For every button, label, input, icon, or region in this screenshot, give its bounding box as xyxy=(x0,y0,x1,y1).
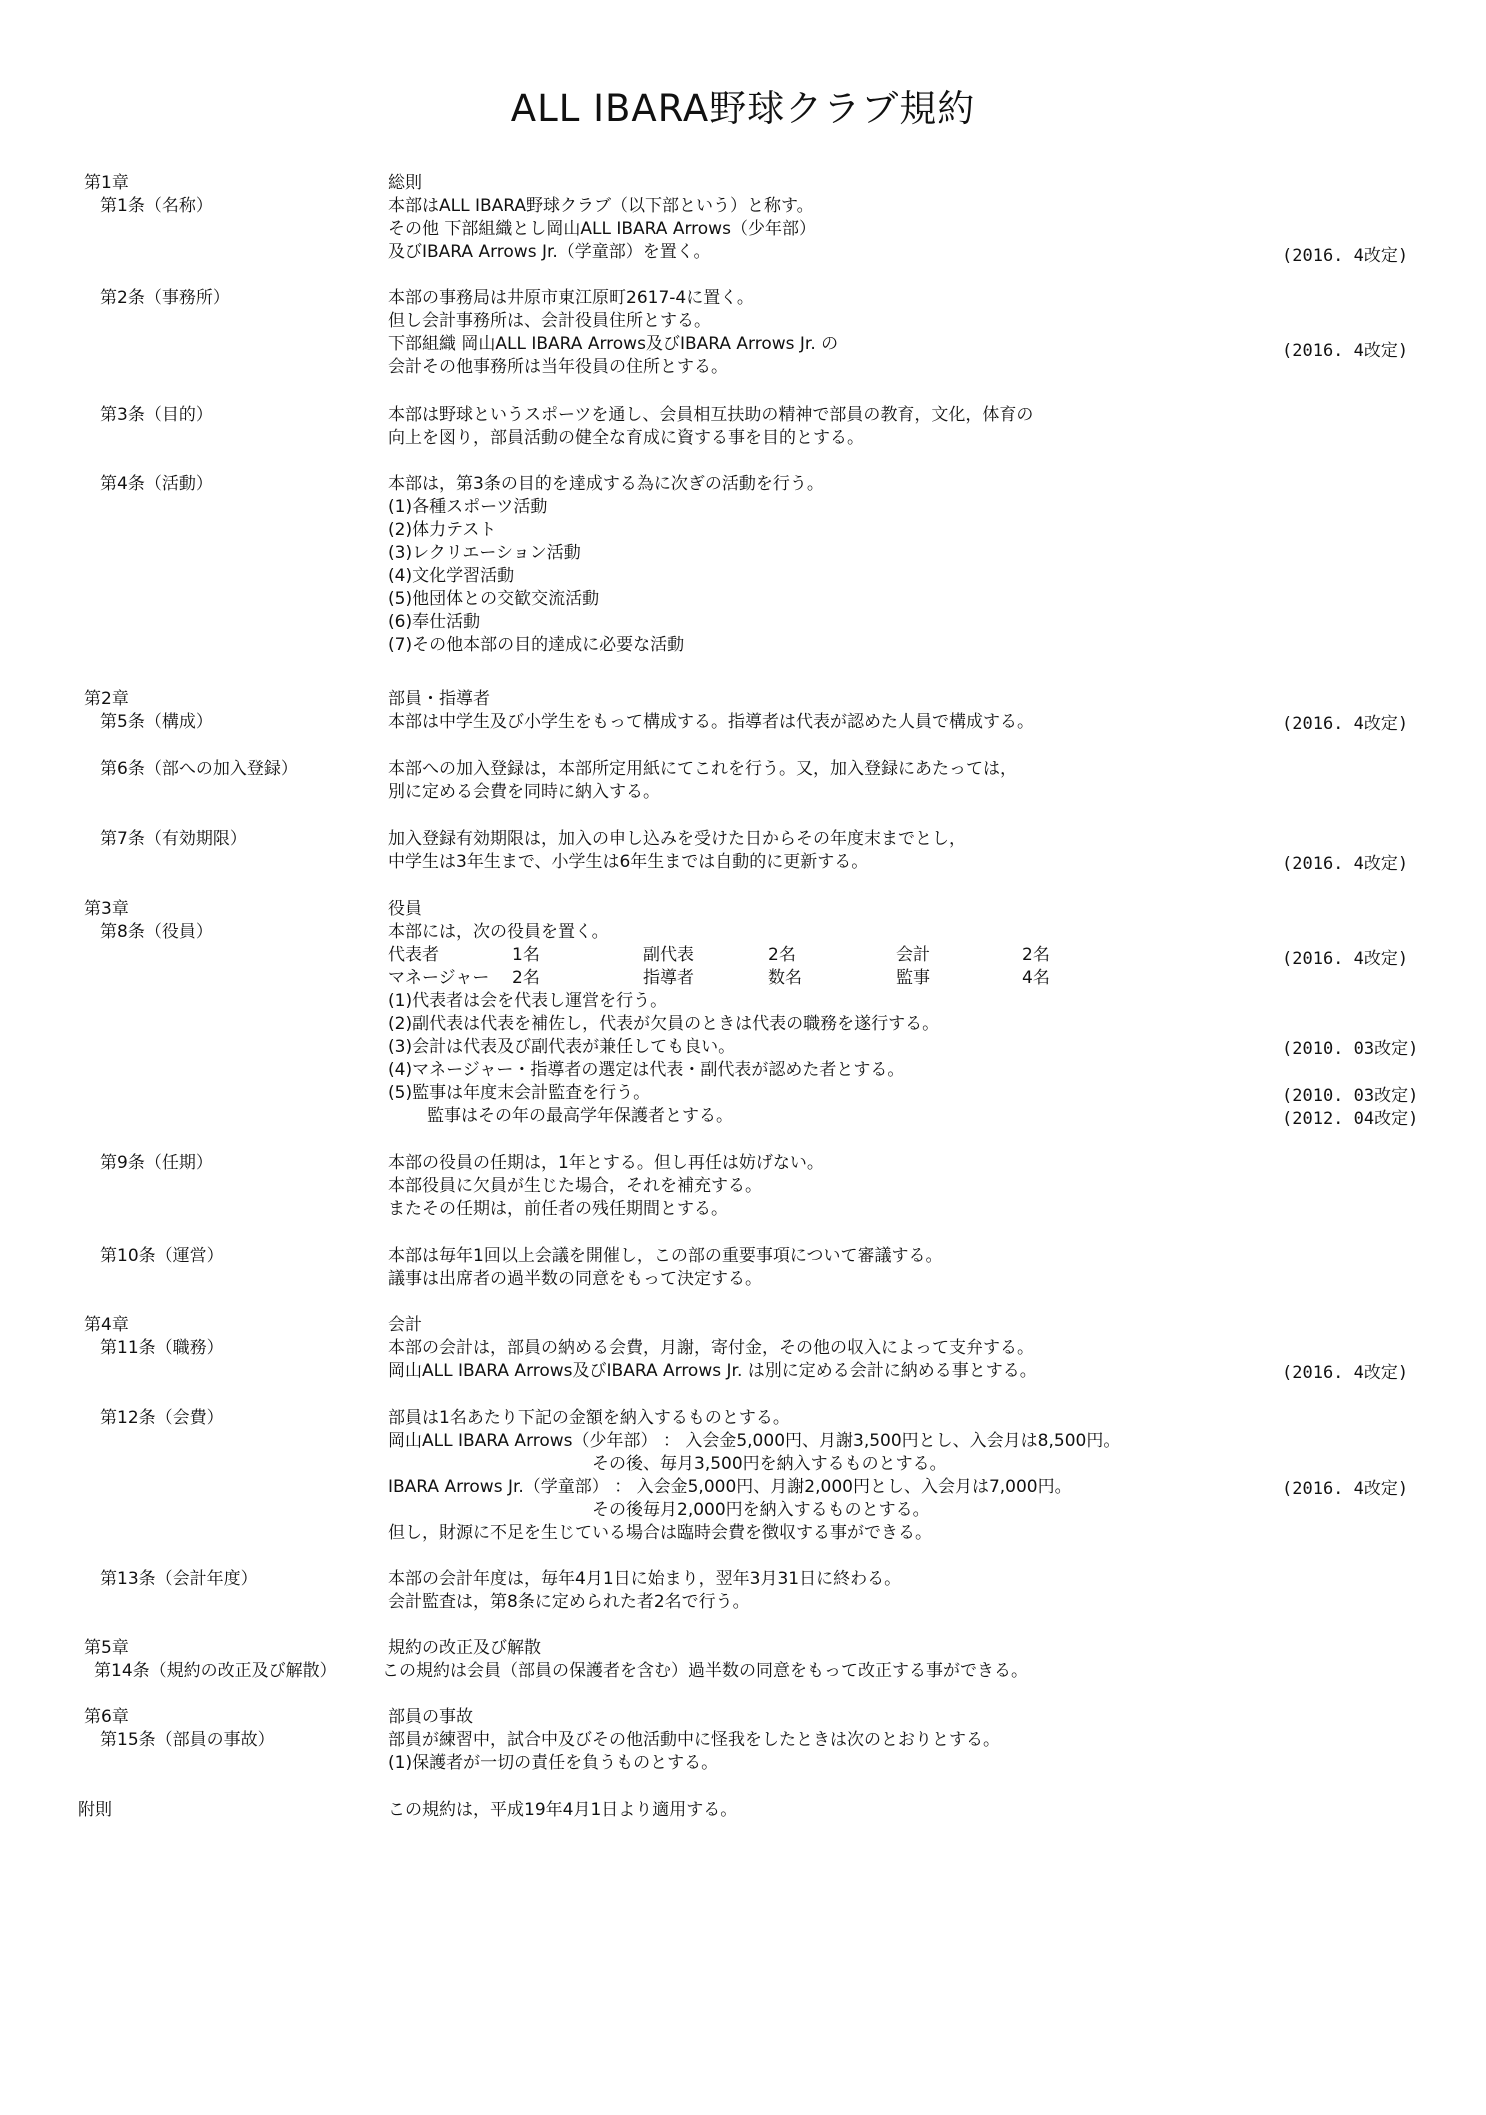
article-line: (4)マネージャー・指導者の選定は代表・副代表が認めた者とする。 xyxy=(388,1060,905,1080)
article-line: その後、毎月3,500円を納入するものとする。 xyxy=(388,1454,947,1474)
article-line: 岡山ALL IBARA Arrows（少年部） ： 入会金5,000円、月謝3,500円とし、入会月は8,500円。 xyxy=(388,1431,1121,1451)
article-line: 及びIBARA Arrows Jr.（学童部）を置く。 xyxy=(388,242,711,262)
article-line: (3)会計は代表及び副代表が兼任しても良い。 xyxy=(388,1037,736,1057)
article-line: その後毎月2,000円を納入するものとする。 xyxy=(388,1500,930,1520)
article-line: 岡山ALL IBARA Arrows及びIBARA Arrows Jr. は別に定める会計に納める事とする。 xyxy=(388,1361,1037,1381)
article-line: IBARA Arrows Jr.（学童部） ： 入会金5,000円、月謝2,000円とし、入会月は7,000円。 xyxy=(388,1477,1072,1497)
article-label: 第2条（事務所） xyxy=(100,288,230,308)
article-label: 第8条（役員） xyxy=(100,922,213,942)
article-line: 議事は出席者の過半数の同意をもって決定する。 xyxy=(388,1269,762,1289)
chapter-heading: 総則 xyxy=(388,173,422,193)
article-label: 第5条（構成） xyxy=(100,712,213,732)
article-line: 本部には，次の役員を置く。 xyxy=(388,922,609,942)
chapter-label: 第2章 xyxy=(84,689,129,709)
role-count: 数名 xyxy=(768,968,802,988)
article-line: 本部の会計は，部員の納める会費，月謝，寄付金，その他の収入によって支弁する。 xyxy=(388,1338,1034,1358)
role-name: マネージャー xyxy=(388,968,490,988)
article-line: (3)レクリエーション活動 xyxy=(388,543,581,563)
revision-note: (2016. 4改定) xyxy=(1282,246,1409,266)
article-line: (2)体力テスト xyxy=(388,520,497,540)
article-line: 会計その他事務所は当年役員の住所とする。 xyxy=(388,357,728,377)
chapter-heading: 会計 xyxy=(388,1315,422,1335)
revision-note: (2016. 4改定) xyxy=(1282,854,1409,874)
chapter-label: 第1章 xyxy=(84,173,129,193)
article-line: (4)文化学習活動 xyxy=(388,566,515,586)
chapter-label: 第5章 xyxy=(84,1638,129,1658)
article-line: 会計監査は，第8条に定められた者2名で行う。 xyxy=(388,1592,750,1612)
supplementary-label: 附則 xyxy=(78,1800,112,1820)
role-count: 2名 xyxy=(1022,945,1050,965)
article-line: 本部役員に欠員が生じた場合，それを補充する。 xyxy=(388,1176,762,1196)
article-line: (5)他団体との交歓交流活動 xyxy=(388,589,600,609)
role-count: 4名 xyxy=(1022,968,1050,988)
article-line: (1)保護者が一切の責任を負うものとする。 xyxy=(388,1753,719,1773)
article-line: 本部はALL IBARA野球クラブ（以下部という）と称す。 xyxy=(388,196,814,216)
article-label: 第13条（会計年度） xyxy=(100,1569,258,1589)
article-label: 第7条（有効期限） xyxy=(100,829,247,849)
role-count: 2名 xyxy=(768,945,796,965)
chapter-heading: 部員の事故 xyxy=(388,1707,473,1727)
revision-note: (2016. 4改定) xyxy=(1282,949,1409,969)
role-name: 代表者 xyxy=(388,945,439,965)
article-line: 本部の事務局は井原市東江原町2617-4に置く。 xyxy=(388,288,754,308)
role-name: 会計 xyxy=(896,945,930,965)
article-line: (5)監事は年度末会計監査を行う。 xyxy=(388,1083,651,1103)
role-count: 1名 xyxy=(512,945,540,965)
article-line: 本部への加入登録は，本部所定用紙にてこれを行う。又，加入登録にあたっては， xyxy=(388,759,1017,779)
article-line: 下部組織 岡山ALL IBARA Arrows及びIBARA Arrows Jr. の xyxy=(388,334,839,354)
article-label: 第1条（名称） xyxy=(100,196,213,216)
chapter-label: 第6章 xyxy=(84,1707,129,1727)
article-label: 第10条（運営） xyxy=(100,1246,224,1266)
article-line: 本部の役員の任期は，1年とする。但し再任は妨げない。 xyxy=(388,1153,824,1173)
role-name: 副代表 xyxy=(643,945,694,965)
revision-note: (2016. 4改定) xyxy=(1282,1363,1409,1383)
article-label: 第9条（任期） xyxy=(100,1153,213,1173)
article-label: 第14条（規約の改正及び解散） xyxy=(94,1661,337,1681)
article-line: 部員は1名あたり下記の金額を納入するものとする。 xyxy=(388,1408,790,1428)
revision-note: (2010. 03改定) xyxy=(1282,1039,1419,1059)
chapter-heading: 役員 xyxy=(388,899,422,919)
article-label: 第15条（部員の事故） xyxy=(100,1730,275,1750)
article-line: 本部は毎年1回以上会議を開催し，この部の重要事項について審議する。 xyxy=(388,1246,943,1266)
chapter-label: 第3章 xyxy=(84,899,129,919)
article-label: 第12条（会費） xyxy=(100,1408,224,1428)
revision-note: (2016. 4改定) xyxy=(1282,714,1409,734)
article-line: 加入登録有効期限は，加入の申し込みを受けた日からその年度末までとし， xyxy=(388,829,966,849)
supplementary-text: この規約は，平成19年4月1日より適用する。 xyxy=(388,1800,738,1820)
article-label: 第4条（活動） xyxy=(100,474,213,494)
article-line: またその任期は，前任者の残任期間とする。 xyxy=(388,1199,728,1219)
article-line: 但し，財源に不足を生じている場合は臨時会費を徴収する事ができる。 xyxy=(388,1523,932,1543)
chapter-heading: 部員・指導者 xyxy=(388,689,490,709)
article-line: 本部は中学生及び小学生をもって構成する。指導者は代表が認めた人員で構成する。 xyxy=(388,712,1034,732)
article-label: 第3条（目的） xyxy=(100,405,213,425)
chapter-heading: 規約の改正及び解散 xyxy=(388,1638,541,1658)
article-line: 監事はその年の最高学年保護者とする。 xyxy=(410,1106,733,1126)
article-line: 本部の会計年度は，毎年4月1日に始まり，翌年3月31日に終わる。 xyxy=(388,1569,902,1589)
article-line: (1)代表者は会を代表し運営を行う。 xyxy=(388,991,668,1011)
article-line: (1)各種スポーツ活動 xyxy=(388,497,548,517)
article-line: (6)奉仕活動 xyxy=(388,612,481,632)
revision-note: (2012. 04改定) xyxy=(1282,1109,1419,1129)
article-label: 第6条（部への加入登録） xyxy=(100,759,298,779)
article-line: 中学生は3年生まで、小学生は6年生までは自動的に更新する。 xyxy=(388,852,869,872)
article-line: 別に定める会費を同時に納入する。 xyxy=(388,782,660,802)
article-label: 第11条（職務） xyxy=(100,1338,224,1358)
revision-note: (2010. 03改定) xyxy=(1282,1086,1419,1106)
article-line: この規約は会員（部員の保護者を含む）過半数の同意をもって改正する事ができる。 xyxy=(382,1661,1028,1681)
article-line: その他 下部組織とし岡山ALL IBARA Arrows（少年部） xyxy=(388,219,816,239)
article-line: (7)その他本部の目的達成に必要な活動 xyxy=(388,635,685,655)
role-name: 指導者 xyxy=(643,968,694,988)
document-title: ALL IBARA野球クラブ規約 xyxy=(510,87,976,130)
chapter-label: 第4章 xyxy=(84,1315,129,1335)
revision-note: (2016. 4改定) xyxy=(1282,1479,1409,1499)
article-line: 向上を図り，部員活動の健全な育成に資する事を目的とする。 xyxy=(388,428,864,448)
role-name: 監事 xyxy=(896,968,930,988)
article-line: 但し会計事務所は、会計役員住所とする。 xyxy=(388,311,711,331)
article-line: 本部は，第3条の目的を達成する為に次ぎの活動を行う。 xyxy=(388,474,824,494)
article-line: (2)副代表は代表を補佐し，代表が欠員のときは代表の職務を遂行する。 xyxy=(388,1014,940,1034)
article-line: 本部は野球というスポーツを通し、会員相互扶助の精神で部員の教育，文化，体育の xyxy=(388,405,1034,425)
revision-note: (2016. 4改定) xyxy=(1282,341,1409,361)
role-count: 2名 xyxy=(512,968,540,988)
article-line: 部員が練習中，試合中及びその他活動中に怪我をしたときは次のとおりとする。 xyxy=(388,1730,1000,1750)
